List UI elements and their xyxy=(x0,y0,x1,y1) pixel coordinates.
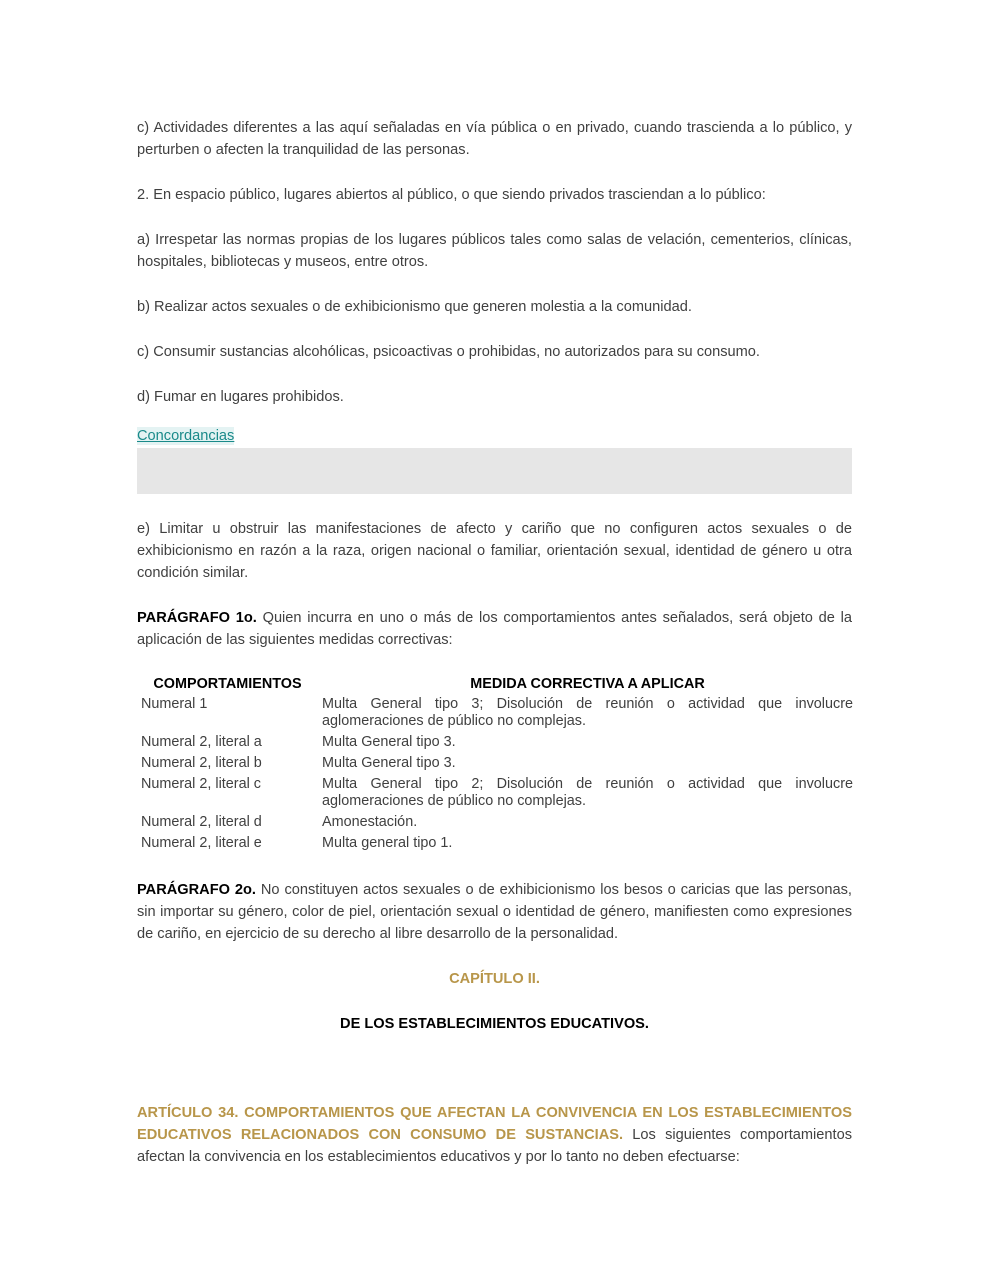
article-34-text: Los siguientes comportamientos afectan la convivencia en los establecimientos educativos y por lo tanto no deben efectuarse: xyxy=(137,1127,852,1165)
paragrafo-1 xyxy=(137,607,852,651)
table-cell-measure: Amonestación. xyxy=(322,814,418,830)
header-medida: MEDIDA CORRECTIVA A APLICAR xyxy=(470,676,705,692)
table-cell-measure: Multa General tipo 3. xyxy=(322,755,456,771)
chapter-title: CAPÍTULO II. xyxy=(449,971,540,987)
article-34 xyxy=(137,1102,852,1168)
paragrafo-2-label: PARÁGRAFO 2o. xyxy=(137,882,256,898)
paragraph-numeral-2: 2. En espacio público, lugares abiertos al público, o que siendo privados trasciendan a lo público: xyxy=(137,187,766,203)
table-cell-behavior: Numeral 2, literal e xyxy=(141,835,262,851)
table-row xyxy=(137,833,857,854)
paragraph-c-activities: c) Actividades diferentes a las aquí señaladas en vía pública o en privado, cuando trascienda a lo público, y perturben o afecten la tranquilidad de las personas. xyxy=(137,120,852,158)
table-row xyxy=(137,732,857,753)
article-34-heading[interactable]: ARTÍCULO 34. COMPORTAMIENTOS QUE AFECTAN LA CONVIVENCIA EN LOS ESTABLECIMIENTOS EDUCATIVOS RELACIONADOS CON CONSUMO DE SUSTANCIAS. xyxy=(137,1105,852,1143)
table-cell-behavior: Numeral 2, literal b xyxy=(141,755,262,771)
concordancias-panel xyxy=(137,448,852,494)
table-cell-behavior: Numeral 1 xyxy=(141,696,208,712)
paragrafo-1-label: PARÁGRAFO 1o. xyxy=(137,610,257,626)
table-cell-behavior: Numeral 2, literal c xyxy=(141,776,261,792)
table-row xyxy=(137,694,857,732)
paragraph-c-consumir: c) Consumir sustancias alcohólicas, psicoactivas o prohibidas, no autorizados para su consumo. xyxy=(137,344,760,360)
paragraph-a-irrespetar: a) Irrespetar las normas propias de los lugares públicos tales como salas de velación, cementerios, clínicas, hospitales, bibliotecas y museos, entre otros. xyxy=(137,232,852,270)
paragrafo-1-text: Quien incurra en uno o más de los comportamientos antes señalados, será objeto de la aplicación de las siguientes medidas correctivas: xyxy=(137,610,852,648)
paragrafo-2 xyxy=(137,879,852,945)
table-row xyxy=(137,753,857,774)
table-cell-measure: Multa general tipo 1. xyxy=(322,835,453,851)
paragrafo-2-text: No constituyen actos sexuales o de exhibicionismo los besos o caricias que las personas, sin importar su género, color de piel, orientación sexual o identidad de género, manifiesten como expresiones de cariño, en ejercicio de su derecho al libre desarrollo de la personalidad. xyxy=(137,882,852,942)
header-comportamientos: COMPORTAMIENTOS xyxy=(153,676,302,692)
paragraph-b-actos: b) Realizar actos sexuales o de exhibicionismo que generen molestia a la comunidad. xyxy=(137,299,692,315)
document-page xyxy=(137,117,852,1168)
medidas-table xyxy=(137,673,857,854)
table-cell-measure: Multa General tipo 3. xyxy=(322,734,456,750)
concordancias-link[interactable]: Concordancias xyxy=(137,428,235,444)
table-cell-behavior: Numeral 2, literal a xyxy=(141,734,262,750)
paragraph-d-fumar: d) Fumar en lugares prohibidos. xyxy=(137,389,344,405)
paragraph-e-limitar: e) Limitar u obstruir las manifestaciones de afecto y cariño que no configuren actos sexuales o de exhibicionismo en razón a la raza, origen nacional o familiar, orientación sexual, identidad de género u otra condición similar. xyxy=(137,521,852,581)
table-cell-behavior: Numeral 2, literal d xyxy=(141,814,262,830)
table-header-row xyxy=(137,673,857,694)
table-row xyxy=(137,812,857,833)
table-cell-measure: Multa General tipo 3; Disolución de reunión o actividad que involucre aglomeraciones de público no complejas. xyxy=(322,696,853,729)
table-cell-measure: Multa General tipo 2; Disolución de reunión o actividad que involucre aglomeraciones de público no complejas. xyxy=(322,776,853,809)
chapter-subtitle: DE LOS ESTABLECIMIENTOS EDUCATIVOS. xyxy=(340,1016,649,1032)
table-row xyxy=(137,774,857,812)
